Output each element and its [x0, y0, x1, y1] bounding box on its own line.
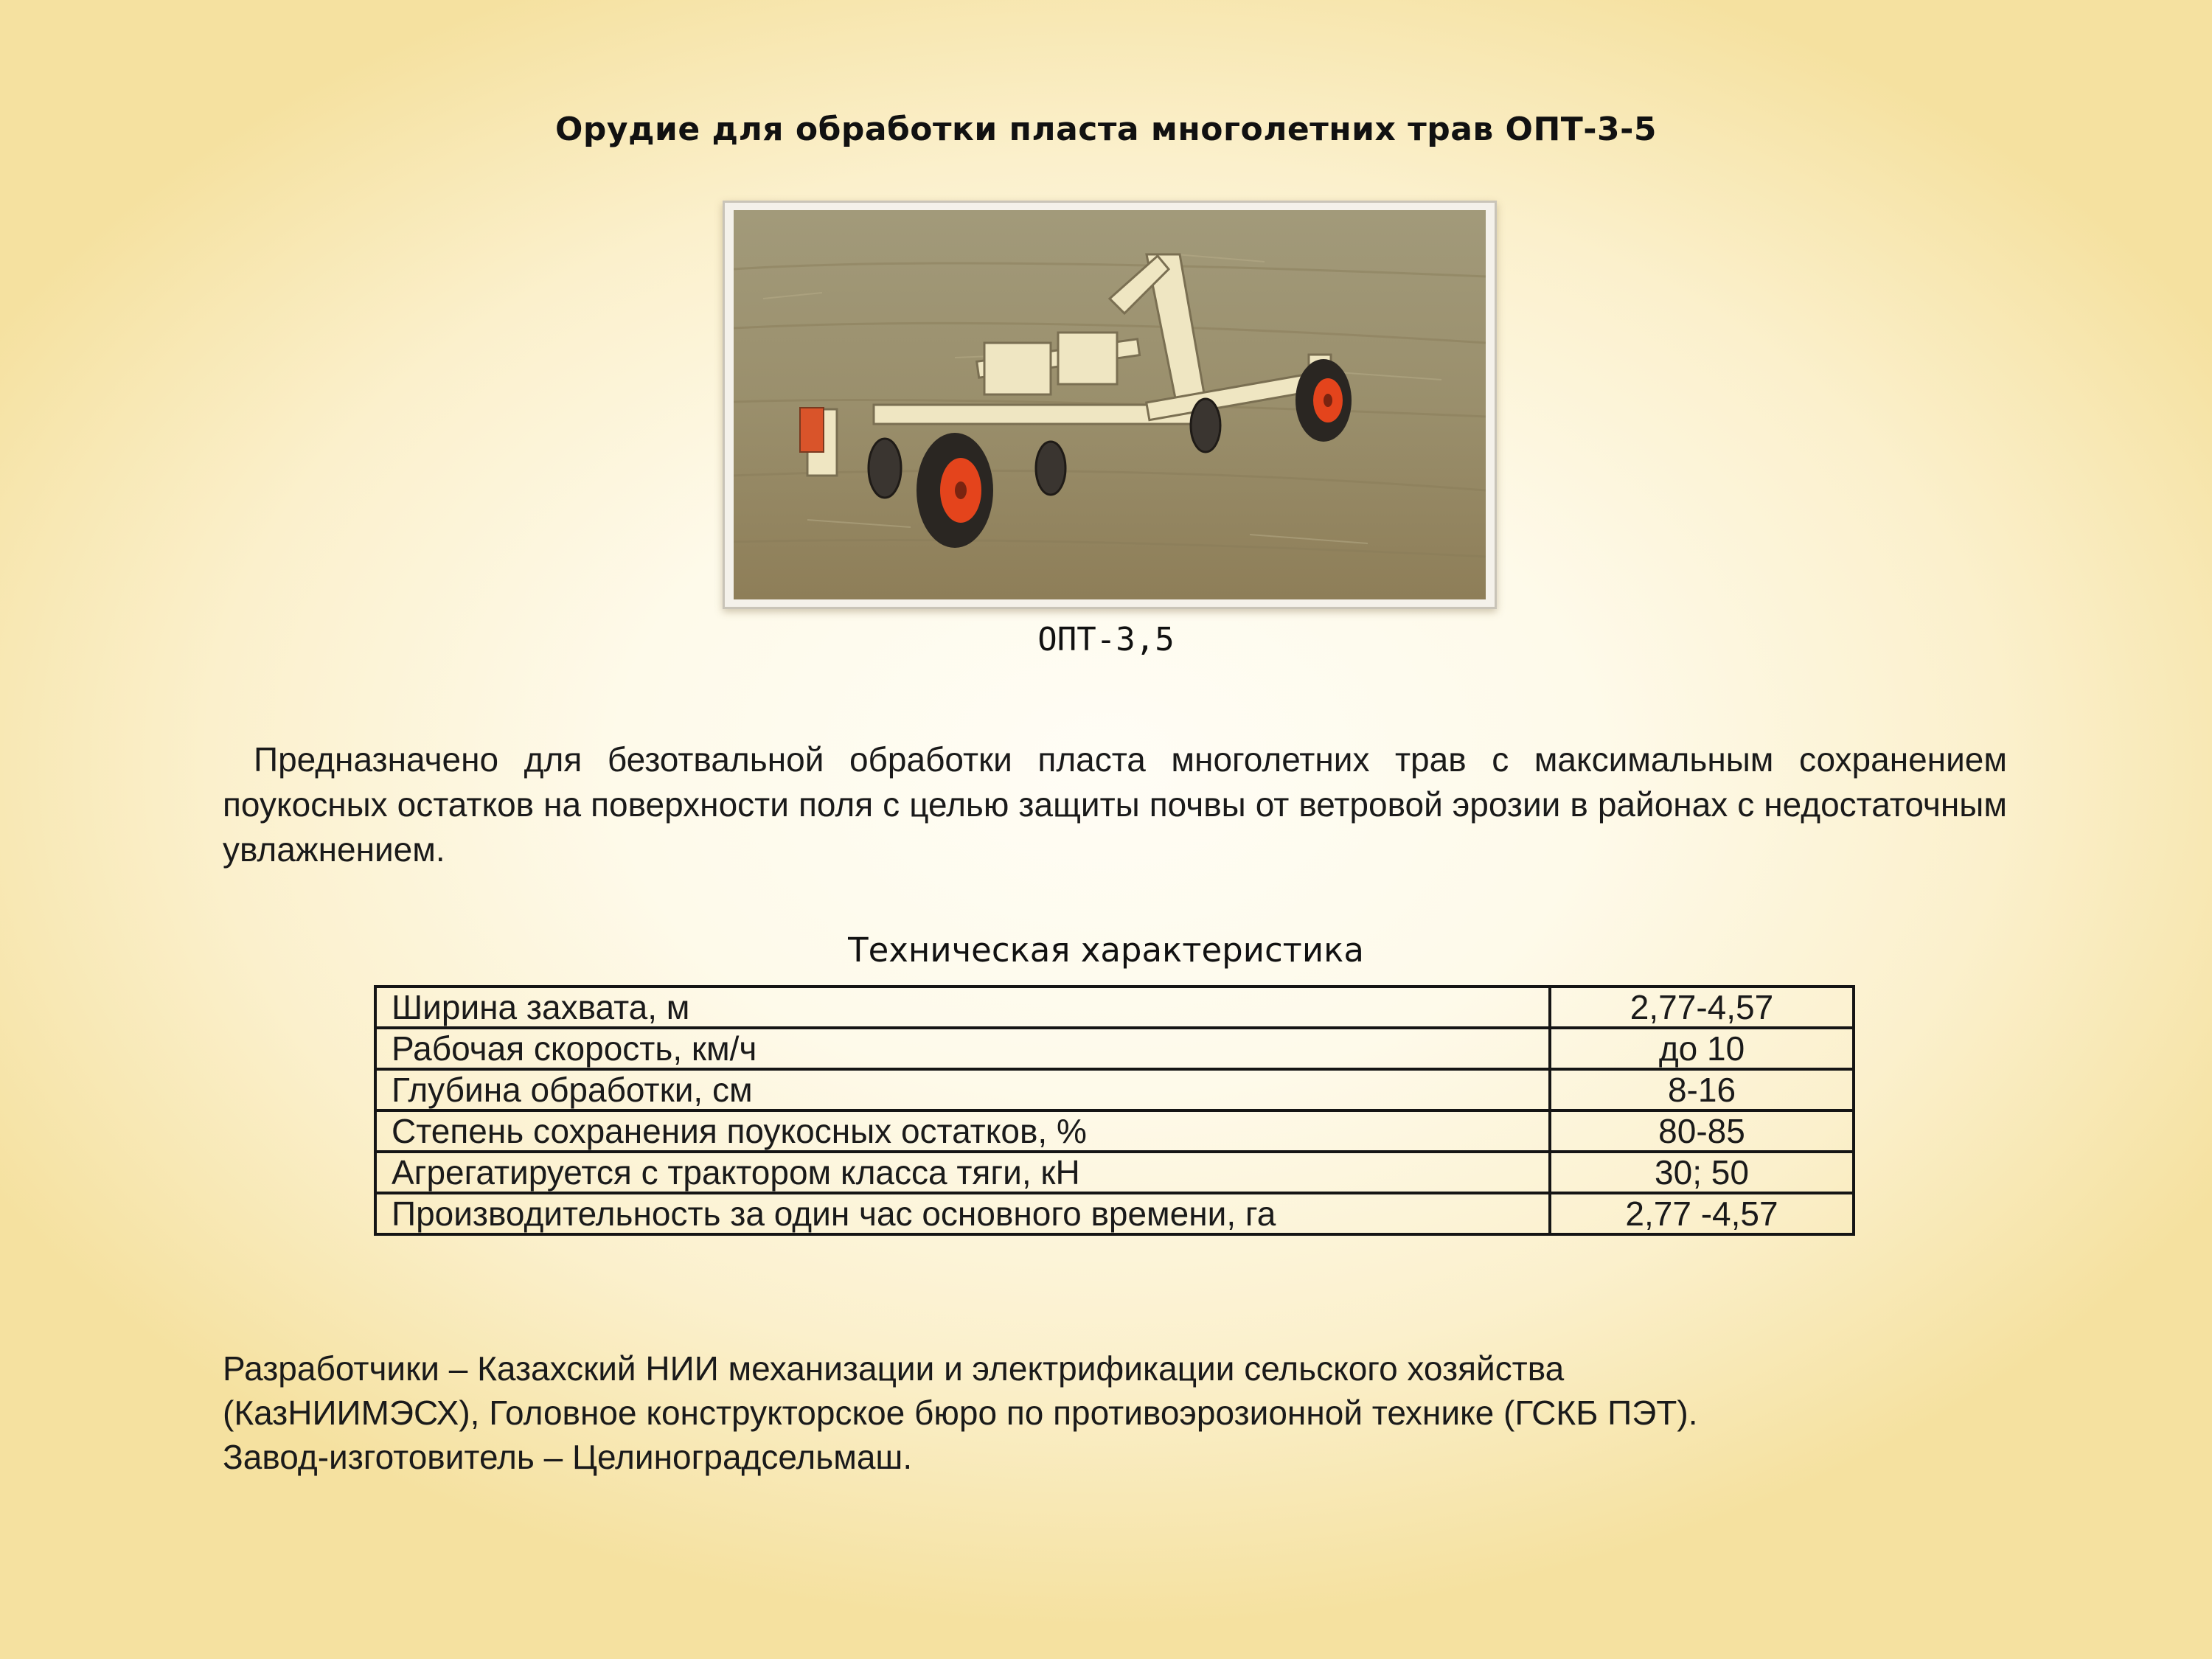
table-row — [375, 1069, 1854, 1110]
table-row — [375, 1028, 1854, 1069]
developers-block — [223, 1346, 2066, 1479]
implement-photo-icon — [734, 210, 1486, 599]
manufacturer-line: Завод-изготовитель – Целиноградсельмаш. — [223, 1438, 913, 1476]
spec-label: Агрегатируется с трактором класса тяги, кН — [375, 1152, 1550, 1193]
spec-label: Рабочая скорость, км/ч — [375, 1028, 1550, 1069]
spec-value: 2,77 -4,57 — [1550, 1193, 1854, 1234]
spec-label: Глубина обработки, см — [375, 1069, 1550, 1110]
implement-photo — [723, 201, 1497, 609]
specs-heading: Техническая характеристика — [848, 931, 1364, 970]
table-row — [375, 1110, 1854, 1152]
page-title: Орудие для обработки пласта многолетних трав ОПТ-3-5 — [554, 111, 1658, 148]
spec-value: 8-16 — [1550, 1069, 1854, 1110]
spec-value: 2,77-4,57 — [1550, 987, 1854, 1028]
spec-label: Ширина захвата, м — [375, 987, 1550, 1028]
table-row — [375, 1193, 1854, 1234]
purpose-paragraph: Предназначено для безотвальной обработки пласта многолетних трав с максимальным сохранением поукосных остатков на поверхности поля с целью защиты почвы от ветровой эрозии в районах с недостаточным увлажнением. — [223, 740, 2007, 869]
photo-caption: ОПТ-3,5 — [1037, 621, 1175, 658]
developers-line: (КазНИИМЭСХ), Головное конструкторское бюро по противоэрозионной технике (ГСКБ ПЭТ). — [223, 1394, 1698, 1432]
spec-value: до 10 — [1550, 1028, 1854, 1069]
table-row — [375, 1152, 1854, 1193]
spec-value: 30; 50 — [1550, 1152, 1854, 1193]
table-row — [375, 987, 1854, 1028]
developers-line: Разработчики – Казахский НИИ механизации и электрификации сельского хозяйства — [223, 1349, 1565, 1388]
spec-value: 80-85 — [1550, 1110, 1854, 1152]
spec-label: Степень сохранения поукосных остатков, % — [375, 1110, 1550, 1152]
specs-table — [374, 985, 1855, 1236]
spec-label: Производительность за один час основного времени, га — [375, 1193, 1550, 1234]
